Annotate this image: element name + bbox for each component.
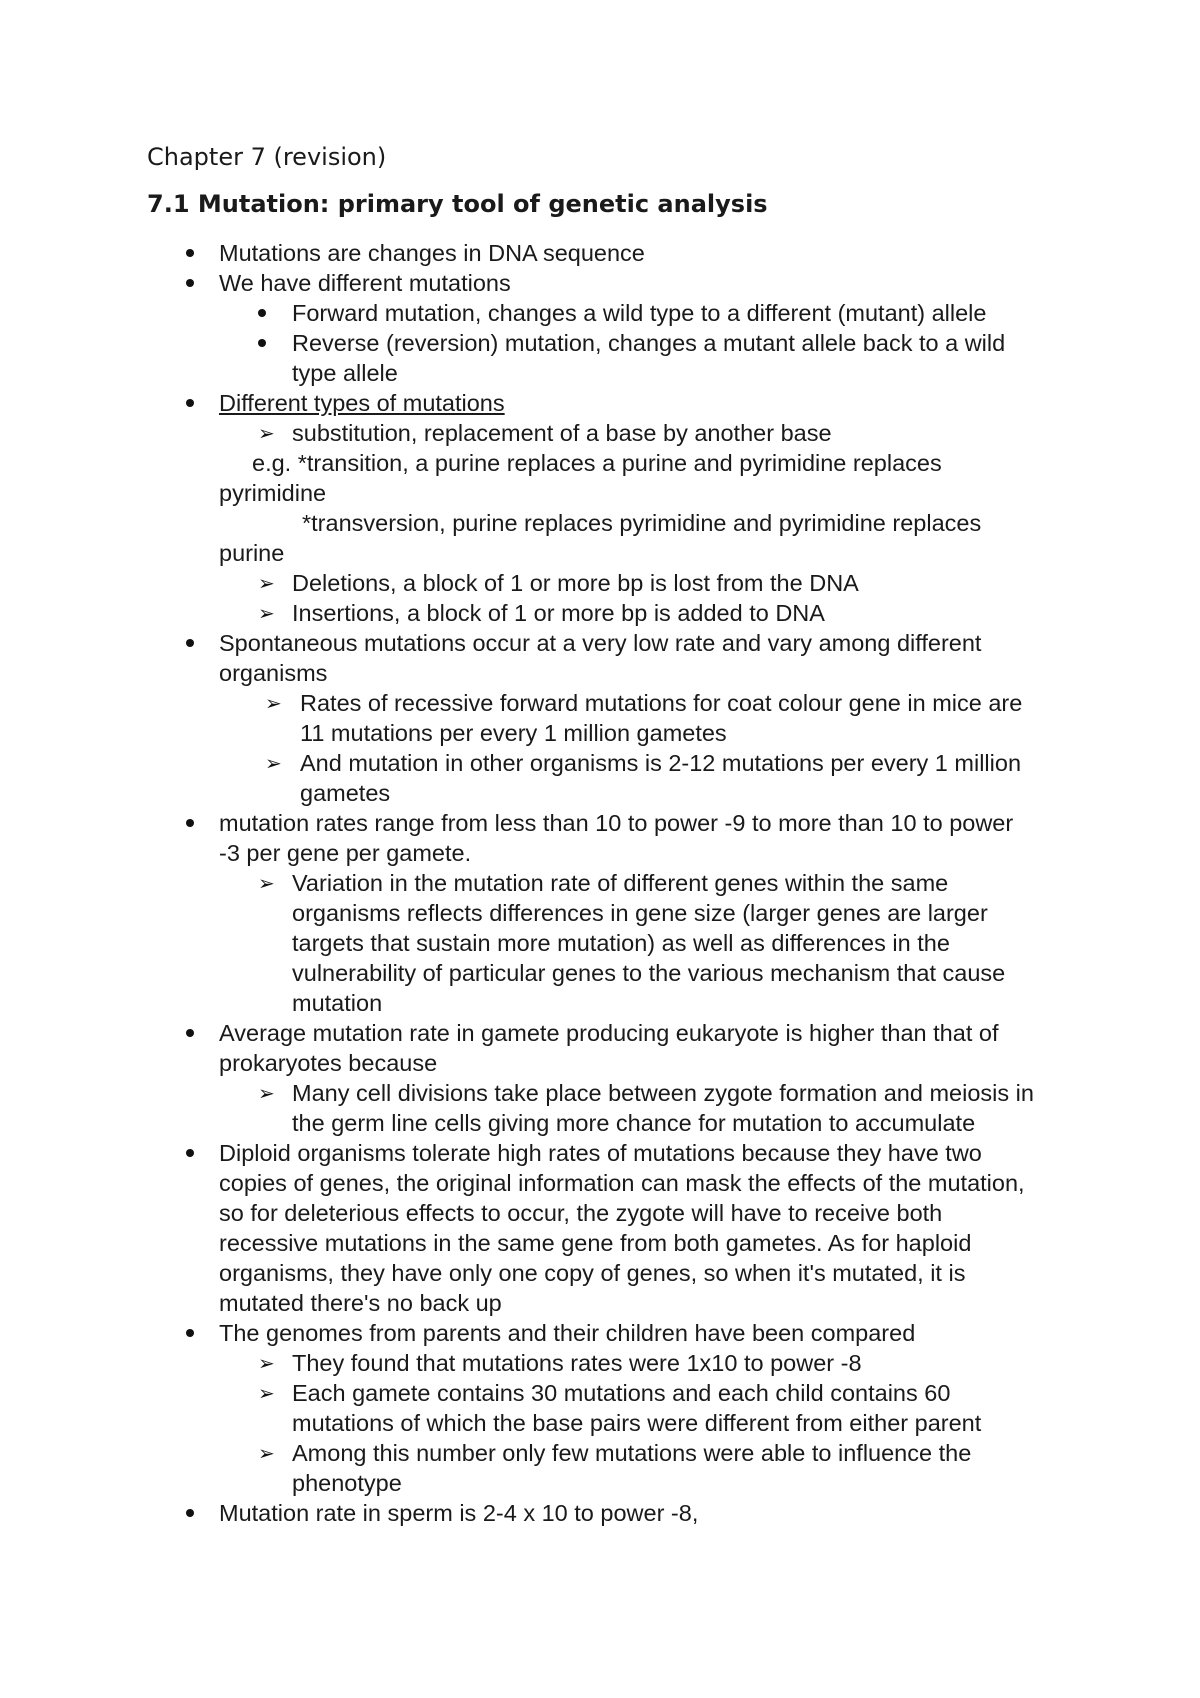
bullet-icon [186,1149,194,1157]
bullet-icon [258,339,266,347]
arrow-bullet-icon: ➢ [258,571,275,595]
text-line: e.g. *transition, a purine replaces a purine and pyrimidine replaces [252,450,942,476]
text-line: mutation rates range from less than 10 to power -9 to more than 10 to power [219,810,1014,836]
bullet-icon [186,399,194,407]
text-line: mutated there's no back up [219,1290,502,1316]
text-line: copies of genes, the original information can mask the effects of the mutation, [219,1170,1025,1196]
text-line: -3 per gene per gamete. [219,840,472,866]
chapter-title: Chapter 7 (revision) [147,143,387,171]
text-line: prokaryotes because [219,1050,438,1076]
text-line: vulnerability of particular genes to the various mechanism that cause [292,960,1006,986]
arrow-bullet-icon: ➢ [258,1081,275,1105]
section-title: 7.1 Mutation: primary tool of genetic analysis [147,190,768,218]
text-line: Average mutation rate in gamete producing eukaryote is higher than that of [219,1020,999,1046]
text-line: 11 mutations per every 1 million gametes [300,720,727,746]
text-line: Diploid organisms tolerate high rates of mutations because they have two [219,1140,982,1166]
text-line: We have different mutations [219,270,511,296]
text-line: mutations of which the base pairs were different from either parent [292,1410,982,1436]
text-line: Different types of mutations [219,390,505,416]
bullet-icon [186,639,194,647]
text-line: Forward mutation, changes a wild type to a different (mutant) allele [292,300,987,326]
text-line: And mutation in other organisms is 2-12 mutations per every 1 million [300,750,1022,776]
text-line: recessive mutations in the same gene from both gametes. As for haploid [219,1230,972,1256]
arrow-bullet-icon: ➢ [258,421,275,445]
text-line: the germ line cells giving more chance for mutation to accumulate [292,1110,976,1136]
text-line: gametes [300,780,391,806]
text-line: Insertions, a block of 1 or more bp is added to DNA [292,600,825,626]
text-line: Each gamete contains 30 mutations and each child contains 60 [292,1380,951,1406]
arrow-bullet-icon: ➢ [258,871,275,895]
text-line: Mutations are changes in DNA sequence [219,240,645,266]
bullet-icon [258,309,266,317]
bullet-icon [186,1329,194,1337]
arrow-bullet-icon: ➢ [265,751,282,775]
text-line: organisms [219,660,328,686]
arrow-bullet-icon: ➢ [265,691,282,715]
bullet-icon [186,1509,194,1517]
bullet-icon [186,279,194,287]
text-line: organisms reflects differences in gene size (larger genes are larger [292,900,988,926]
arrow-bullet-icon: ➢ [258,601,275,625]
text-line: *transversion, purine replaces pyrimidine and pyrimidine replaces [302,510,982,536]
text-line: substitution, replacement of a base by another base [292,420,832,446]
text-line: phenotype [292,1470,402,1496]
text-line: Reverse (reversion) mutation, changes a mutant allele back to a wild [292,330,1006,356]
text-line: Among this number only few mutations were able to influence the [292,1440,972,1466]
text-line: Many cell divisions take place between zygote formation and meiosis in [292,1080,1034,1106]
text-line: Rates of recessive forward mutations for coat colour gene in mice are [300,690,1023,716]
bullet-icon [186,1029,194,1037]
arrow-bullet-icon: ➢ [258,1351,275,1375]
arrow-bullet-icon: ➢ [258,1381,275,1405]
text-line: Mutation rate in sperm is 2-4 x 10 to power -8, [219,1500,699,1526]
text-line: purine [219,540,285,566]
text-line: The genomes from parents and their children have been compared [219,1320,916,1346]
text-line: so for deleterious effects to occur, the zygote will have to receive both [219,1200,943,1226]
text-line: pyrimidine [219,480,327,506]
text-line: type allele [292,360,398,386]
bullet-icon [186,819,194,827]
text-line: They found that mutations rates were 1x10 to power -8 [292,1350,862,1376]
arrow-bullet-icon: ➢ [258,1441,275,1465]
text-line: organisms, they have only one copy of genes, so when it's mutated, it is [219,1260,966,1286]
text-line: Spontaneous mutations occur at a very low rate and vary among different [219,630,982,656]
text-line: targets that sustain more mutation) as well as differences in the [292,930,950,956]
text-line: mutation [292,990,383,1016]
text-line: Deletions, a block of 1 or more bp is lost from the DNA [292,570,859,596]
bullet-icon [186,249,194,257]
text-line: Variation in the mutation rate of different genes within the same [292,870,949,896]
